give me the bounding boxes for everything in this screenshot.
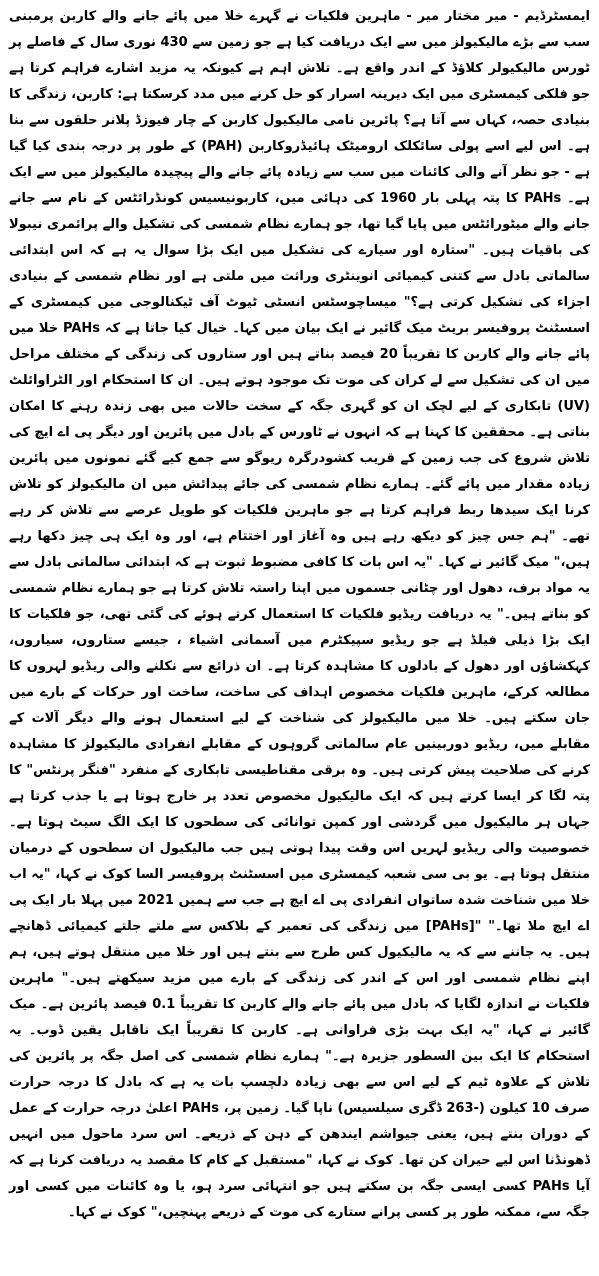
article-body-text: ایمسٹرڈیم - میر مختار میر - ماہرین فلکیات نے گہرے خلا میں پائے جانے والے کاربن پرمبنی سب سے بڑے مالیکیولز میں سے ایک دریافت کیا ہے جو زمین سے 430 نوری سال کے فاصلے پر ٹورس مالیکیولر کلاؤڈ کے اندر واقع ہے۔ تلاش اہم ہے کیونکہ یہ مزید اشارے فراہم کرتا ہے جو فلکی کیمسٹری میں ایک دیرینہ اسرار کو حل کرنے میں مدد کرسکتا ہے: کاربن، زندگی کا بنیادی حصہ، کہاں سے آتا ہے؟ پائرین نامی مالیکیول کاربن کے چار فیوزڈ پلانر حلقوں سے بنا ہے۔ اس لیے اسے پولی سائکلک ارومیٹک ہائیڈروکاربن (PAH) کے طور پر درجہ بندی کیا گیا ہے - جو نظر آنے والی کائنات میں سب سے زیادہ پائے جانے والے پیچیدہ مالیکیولز میں سے ایک ہے۔ PAHs کا پتہ پہلی بار 1960 کی دہائی میں، کاربونیسیس کونڈرائٹس کے نام سے جانے جانے والے میٹورائٹس میں پایا گیا تھا، جو ہمارے نظام شمسی کی تشکیل والے پرائمری نیبولا کی باقیات ہیں۔ "ستارہ اور سیارے کی تشکیل میں ایک بڑا سوال یہ ہے کہ اس ابتدائی سالماتی بادل سے کتنی کیمیائی انوینٹری وراثت میں ملتی ہے اور نظام شمسی کے بنیادی اجزاء کی تشکیل کرتی ہے؟" میساچوسٹس انسٹی ٹیوٹ آف ٹیکنالوجی میں کیمسٹری کے اسسٹنٹ پروفیسر بریٹ میک گائیر نے ایک بیان میں کہا۔ خیال کیا جاتا ہے کہ PAHs خلا میں پائے جانے والے کاربن کا تقریباً 20 فیصد بناتے ہیں اور ستاروں کی زندگی کے مختلف مراحل میں ان کی تشکیل سے لے کران کی موت تک موجود ہوتے ہیں۔ ان کا استحکام اور الٹراوائلٹ (UV) تابکاری کے لیے لچک ان کو گہری جگہ کے سخت حالات میں بھی زندہ رہنے کا امکان بناتی ہے۔ محققین کا کہنا ہے کہ انہوں نے ٹاورس کے بادل میں پائرین اور دیگر پی اے ایچ کی تلاش شروع کی جب زمین کے قریب کشودرگرہ ریوگو سے جمع کیے گئے نمونوں میں پائرین زیادہ مقدار میں پائے گئے۔ ہمارے نظام شمسی کی جائے پیدائش میں ان مالیکیولز کو تلاش کرنا ایک سیدھا ربط فراہم کرتا ہے جو ماہرین فلکیات کو طویل عرصے سے تلاش کر رہے تھے۔ "ہم جس چیز کو دیکھ رہے ہیں وہ آغاز اور اختتام ہے، اور وہ ایک ہی چیز دکھا رہے ہیں،" میک گائیر نے کہا۔ "یہ اس بات کا کافی مضبوط ثبوت ہے کہ ابتدائی سالماتی بادل سے یہ مواد برف، دھول اور چٹانی جسموں میں اپنا راستہ تلاش کرتا ہے جو ہمارے نظام شمسی کو بناتے ہیں۔" یہ دریافت ریڈیو فلکیات کا استعمال کرتے ہوئے کی گئی تھی، جو فلکیات کا ایک بڑا ذیلی فیلڈ ہے جو ریڈیو سپیکٹرم میں آسمانی اشیاء ، جیسے ستاروں، سیاروں، کہکشاؤں اور دھول کے بادلوں کا مشاہدہ کرتا ہے۔ ان ذرائع سے نکلنے والی ریڈیو لہروں کا مطالعہ کرکے، ماہرین فلکیات مخصوص اہداف کی ساخت، ساخت اور حرکات کے بارے میں جان سکتے ہیں۔ خلا میں مالیکیولز کی شناخت کے لیے استعمال ہونے والے دیگر آلات کے مقابلے میں، ریڈیو دوربینیں عام سالماتی گروہوں کے مقابلے انفرادی مالیکیولز کا مشاہدہ کرنے کی صلاحیت پیش کرتی ہیں۔ وہ برقی مقناطیسی تابکاری کے منفرد "فنگر پرنٹس" کا پتہ لگا کر ایسا کرتے ہیں کہ ایک مالیکیول مخصوص تعدد پر خارج ہوتا ہے یا جذب کرتا ہے جہاں ہر مالیکیول میں گردشی اور کمپن توانائی کی سطحوں کا ایک الگ سیٹ ہوتا ہے۔ خصوصیت والی ریڈیو لہریں اس وقت پیدا ہوتی ہیں جب مالیکیول ان سطحوں کے درمیان منتقل ہوتا ہے۔ یو بی سی شعبہ کیمسٹری میں اسسٹنٹ پروفیسر السا کوک نے کہا، "یہ اب خلا میں شناخت شدہ ساتواں انفرادی پی اے ایچ ہے جب سے ہمیں 2021 میں پہلا بار ایک پی اے ایچ ملا تھا۔" "[PAHs] میں زندگی کی تعمیر کے بلاکس سے ملتے جلتے کیمیائی ڈھانچے ہیں۔ یہ جاننے سے کہ یہ مالیکیول کس طرح سے بنتے ہیں اور خلا میں منتقل ہوتے ہیں، ہم اپنے نظام شمسی اور اس کے اندر کی زندگی کے بارے میں مزید سیکھتے ہیں۔" ماہرین فلکیات نے اندازہ لگایا کہ بادل میں پائے جانے والے کاربن کا تقریباً 0.1 فیصد پائرین ہے۔ میک گائیر نے کہا، "یہ ایک بہت بڑی فراوانی ہے۔ کاربن کا تقریباً ایک ناقابل یقین ڈوب۔ یہ استحکام کا ایک بین السطور جزیرہ ہے۔" ہمارے نظام شمسی کی اصل جگہ پر پائرین کی تلاش کے علاوہ ٹیم کے لیے اس سے بھی زیادہ دلچسپ بات یہ ہے کہ بادل کا درجہ حرارت صرف 10 کیلون (-263 ڈگری سیلسیس) ناپا گیا۔ زمین پر، PAHs اعلیٰ درجہ حرارت کے عمل کے دوران بنتے ہیں، یعنی جیواشم ایندھن کے دہن کے ذریعے۔ اس سرد ماحول میں انہیں ڈھونڈنا اس لیے حیران کن تھا۔ کوک نے کہا، "مستقبل کے کام کا مقصد یہ دریافت کرنا ہے کہ آیا PAHs کسی ایسی جگہ بن سکتے ہیں جو انتہائی سرد ہو، یا وہ کائنات میں کسی اور جگہ سے، ممکنہ طور پر کسی پرانے ستارے کی موت کے ذریعے پہنچیں،" کوک نے کہا۔ <box>9 9 591 1220</box>
